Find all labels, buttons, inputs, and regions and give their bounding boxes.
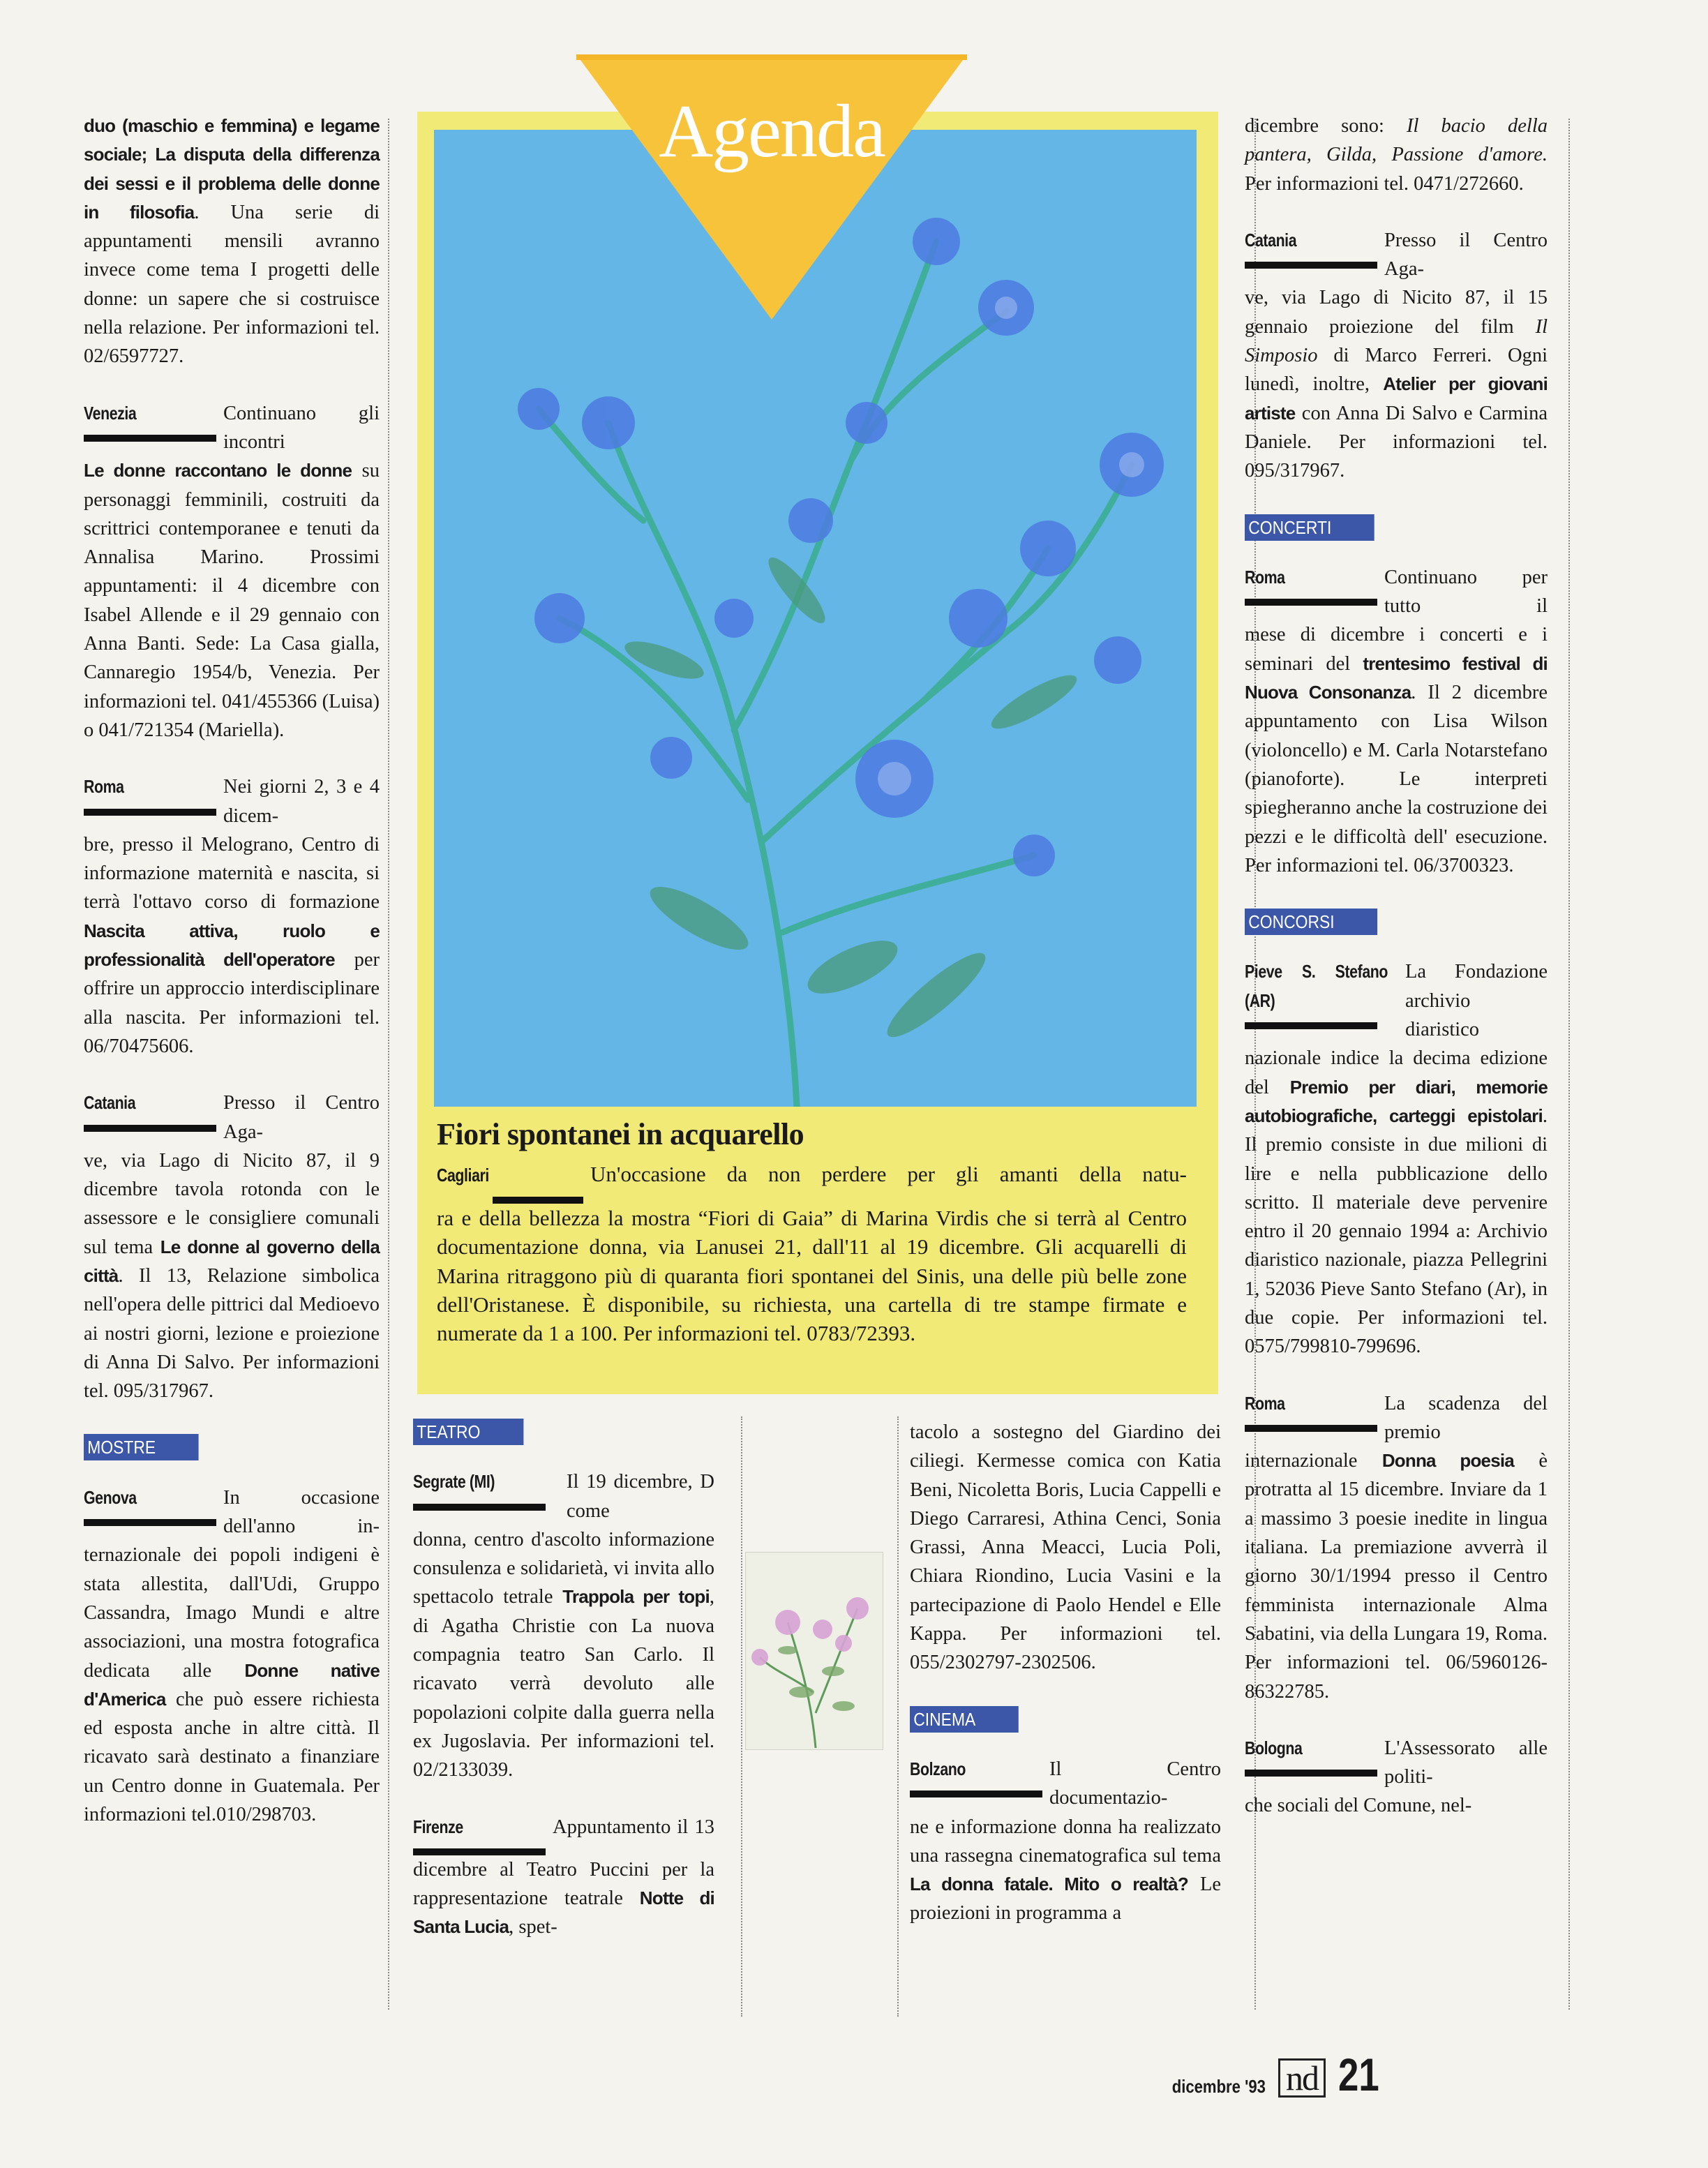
rule-bar (84, 1519, 216, 1526)
section-label-cinema: CINEMA (910, 1706, 1019, 1733)
rose-illustration (746, 1553, 883, 1749)
entry-catania: Catania Presso il Centro Aga- ve, via Lago di Nicito 87, il 9 dicembre tavola rotonda con le assessore e le consigliere comunali sul tema Le donne al governo della città. Il 13, Relazione simbolica nell'opera delle pittrici dal Medioevo ai nostri giorni, lezione e proiezione di Anna Di Salvo. Per informazioni tel. 095/317967. (84, 1089, 380, 1405)
column-3 (910, 1418, 1221, 1928)
feature-text: Cagliari Un'occasione da non perdere per gli amanti della natu- ra e della bellezza la mostra “Fiori di Gaia” di Marina Virdis che si terrà al Centro documentazione donna, via Lanusei 21, dall'11 al 19 dicembre. Gli acquarelli di Marina ritraggono più di quaranta fiori spontanei del Sinis, una delle più belle zone dell'Oristanese. È disponibile, su richiesta, una cartella di tre stampe firmate e numerate da 1 a 100. Per informazioni tel. 0783/72393. (437, 1162, 1187, 1346)
col3-continuation: tacolo a sostegno del Giardino dei ciliegi. Kermesse comica con Katia Beni, Nicoletta Boris, Lucia Cappelli e Diego Carraresi, Athina Cenci, Sonia Grassi, Anna Meacci, Lucia Poli, Chiara Riondino, Lucia Vasini e la partecipazione di Paolo Hendel e Elle Kappa. Per informazioni tel. 055/2302797-2302506. (910, 1421, 1221, 1674)
city-label: Roma (84, 776, 124, 798)
section-label-concerti: CONCERTI (1245, 514, 1374, 541)
agenda-banner (576, 54, 967, 320)
column-divider-3 (741, 1416, 742, 2017)
city-label: Bolzano (910, 1758, 966, 1779)
city-label: Firenze (413, 1816, 463, 1837)
city-label: Venezia (84, 402, 137, 424)
column-divider-4 (897, 1416, 899, 2017)
entry-firenze: Firenze Appuntamento il 13 dicembre al Teatro Puccini per la rappresentazione teatrale Notte di Santa Lucia, spet- (413, 1813, 714, 1942)
city-label: Roma (1245, 1392, 1285, 1414)
rule-bar (413, 1848, 546, 1855)
rule-bar (84, 435, 216, 442)
entry-venezia: Venezia Continuano gli incontri Le donne raccontano le donne su personaggi femminili, costruiti da scrittrici contemporanee e tenuti da Annalisa Marino. Prossimi appuntamenti: il 4 dicembre con Isabel Allende e il 29 gennaio con Anna Banti. Sede: La Casa gialla, Cannaregio 1954/b, Venezia. Per informazioni tel. 041/455366 (Luisa) o 041/721354 (Mariella). (84, 399, 380, 745)
column-divider-1 (388, 119, 389, 2010)
feature-title: Fiori spontanei in acquarello (437, 1117, 804, 1151)
entry-genova: Genova In occasione dell'anno in- ternazionale dei popoli indigeni è stata allestita, dall'Udi, Gruppo Cassandra, Imago Mundi e altre associazioni, una mostra fotografica dedicata alle Donne native d'America che può essere richiesta ed esposta anche in altre città. Il ricavato sarà destinato a finanziare un Centro donne in Guatemala. Per informazioni tel.010/298703. (84, 1483, 380, 1830)
agenda-title: Agenda (659, 90, 885, 173)
rule-bar (1245, 1425, 1377, 1432)
city-label: Bologna (1245, 1737, 1303, 1758)
page-number: 21 (1338, 2049, 1379, 2100)
column-2 (413, 1418, 714, 1942)
col4-intro: dicembre sono: Il bacio della pantera, Gilda, Passione d'amore. Per informazioni tel. 0471/272660. (1245, 115, 1548, 195)
rule-bar (84, 1125, 216, 1132)
column-divider-5 (1568, 119, 1570, 2010)
city-label: Segrate (MI) (413, 1471, 495, 1493)
rule-bar (84, 809, 216, 816)
city-label: Catania (84, 1092, 136, 1114)
rule-bar (1245, 599, 1377, 606)
column-1 (84, 112, 380, 1829)
city-label: Pieve S. Stefano (AR) (1245, 961, 1388, 1011)
entry-roma: Roma Nei giorni 2, 3 e 4 dicem- bre, presso il Melograno, Centro di informazione maternità e nascita, si terrà l'ottavo corso di formazione Nascita attiva, ruolo e professionalità dell'operatore per offrire un approccio interdisciplinare alla nascita. Per informazioni tel. 06/70475606. (84, 772, 380, 1061)
rule-bar (1245, 1770, 1377, 1777)
page-footer (1155, 2051, 1389, 2098)
nd-logo: nd (1278, 2058, 1326, 2098)
section-label-mostre: MOSTRE (84, 1434, 199, 1460)
issue-date: dicembre '93 (1171, 2076, 1266, 2097)
section-label-concorsi: CONCORSI (1245, 909, 1377, 935)
section-label-teatro: TEATRO (413, 1419, 523, 1445)
rule-bar (413, 1504, 546, 1511)
entry-catania-2: Catania Presso il Centro Aga- ve, via Lago di Nicito 87, il 15 gennaio proiezione del film Il Simposio di Marco Ferreri. Ogni lunedì, inoltre, Atelier per giovani artiste con Anna Di Salvo e Carmina Daniele. Per informazioni tel. 095/317967. (1245, 226, 1548, 486)
flower-thumbnail (745, 1552, 883, 1750)
entry-segrate: Segrate (MI) Il 19 dicembre, D come donna, centro d'ascolto informazione consulenza e solidarietà, vi invita allo spettacolo tetrale Trappola per topi, di Agatha Christie con La nuova compagnia teatro San Carlo. Il ricavato verrà devoluto alle popolazioni colpite dalla guerra nella ex Jugoslavia. Per informazioni tel. 02/2133039. (413, 1467, 714, 1784)
rule-bar (1245, 1022, 1377, 1029)
rule-bar (493, 1197, 583, 1204)
entry-bologna: Bologna L'Assessorato alle politi- che sociali del Comune, nel- (1245, 1734, 1548, 1821)
rule-bar (910, 1791, 1042, 1797)
city-label: Roma (1245, 566, 1285, 588)
entry-roma-poesia: Roma La scadenza del premio internazionale Donna poesia è protratta al 15 dicembre. Inviare da 1 a massimo 3 poesie inedite in lingua italiana. La premiazione avverrà il giorno 30/1/1994 presso il Centro femminista internazionale Alma Sabatini, via della Lungara 19, Roma. Per informazioni tel. 06/5960126-86322785. (1245, 1389, 1548, 1706)
city-label: Catania (1245, 229, 1297, 251)
entry-bolzano: Bolzano Il Centro documentazio- ne e informazione donna ha realizzato una rassegna cinematografica sul tema La donna fatale. Mito o realtà? Le proiezioni in programma a (910, 1755, 1221, 1928)
column-4 (1245, 112, 1548, 1821)
city-label: Cagliari (437, 1165, 489, 1186)
city-label: Genova (84, 1486, 137, 1508)
rule-bar (1245, 262, 1377, 269)
col1-intro: duo (maschio e femmina) e legame sociale; La disputa della differenza dei sessi e il problema delle donne in filosofia. Una serie di appuntamenti mensili avranno invece come tema I progetti delle donne: un sapere che si costruisce nella relazione. Per informazioni tel. 02/6597727. (84, 115, 380, 368)
entry-roma-concerti: Roma Continuano per tutto il mese di dicembre i concerti e i seminari del trentesimo festival di Nuova Consonanza. Il 2 dicembre appuntamento con Lisa Wilson (violoncello) e M. Carla Notarstefano (pianoforte). Le interpreti spiegheranno anche la costruzione dei pezzi e le difficoltà dell' esecuzione. Per informazioni tel. 06/3700323. (1245, 563, 1548, 880)
entry-pieve: Pieve S. Stefano (AR) La Fondazione archivio diaristico nazionale indice la decima edizione del Premio per diari, memorie autobiografiche, carteggi epistolari. Il premio consiste in due milioni di lire e nella pubblicazione dello scritto. Il materiale deve pervenire entro il 20 gennaio 1994 a: Archivio diaristico nazionale, piazza Pellegrini 1, 52036 Pieve Santo Stefano (Ar), in due copie. Per informazioni tel. 0575/799810-799696. (1245, 957, 1548, 1361)
